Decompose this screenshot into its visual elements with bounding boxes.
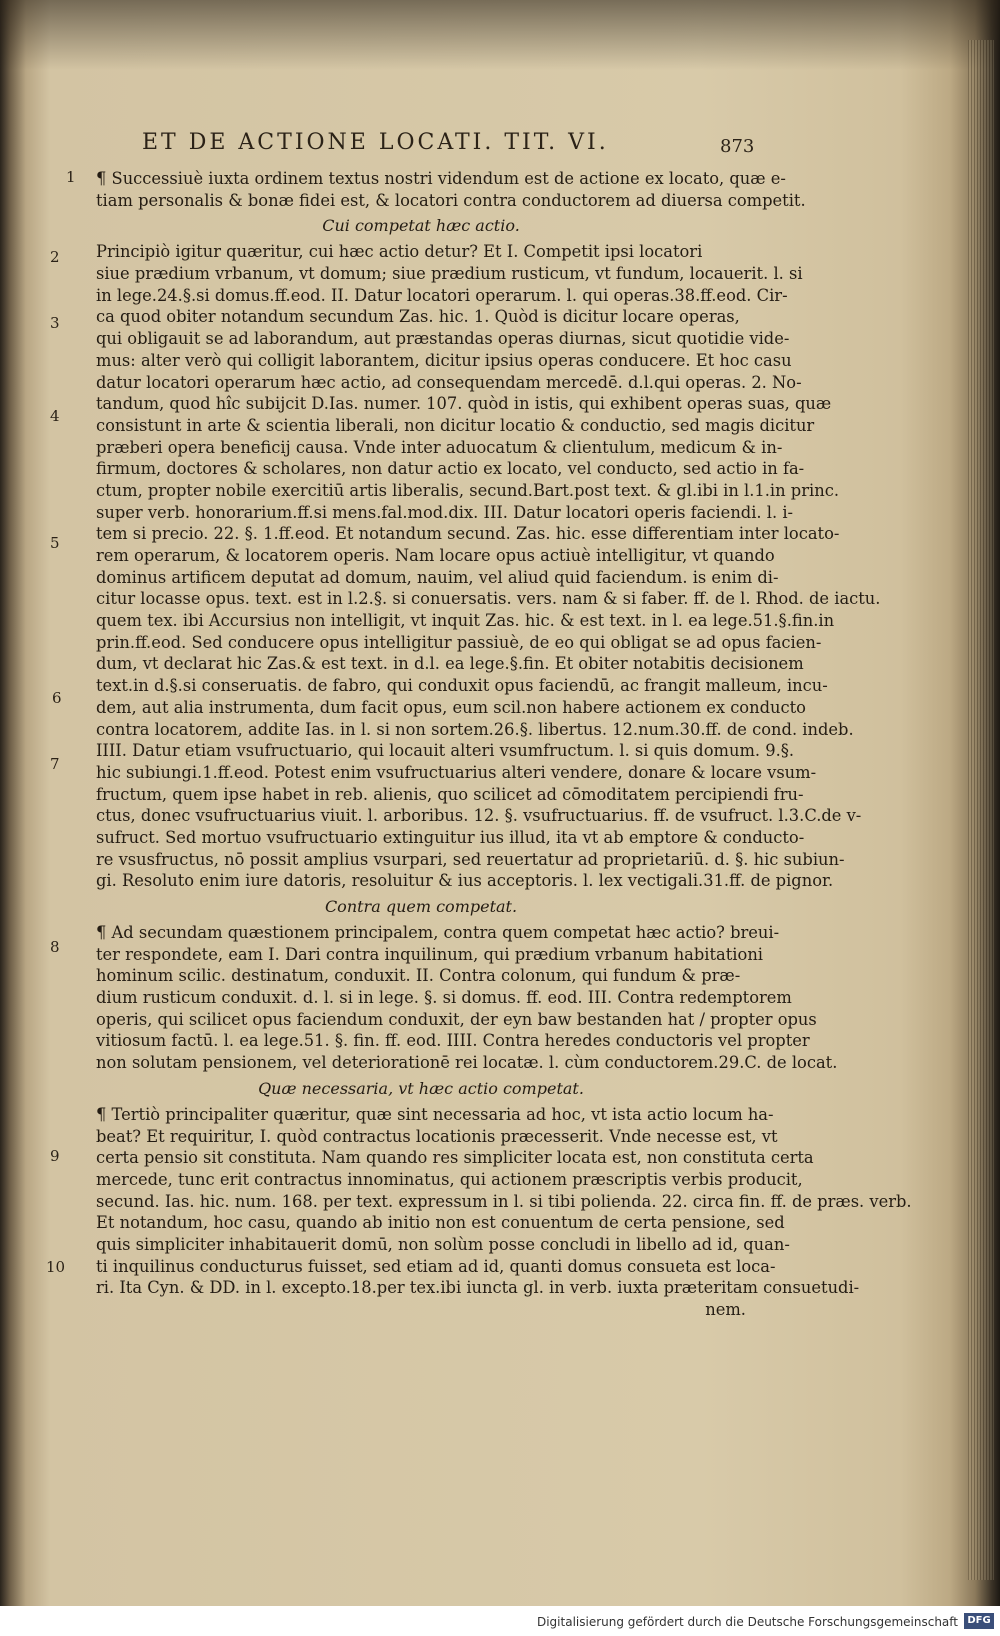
margin-number: 1 xyxy=(66,168,76,186)
text-line: sufruct. Sed mortuo vsufructuario extinguitur ius illud, ita vt ab emptore & conducto- xyxy=(96,827,805,847)
text-line: fructum, quem ipse habet in reb. alienis, quo scilicet ad cōmoditatem percipiendi fru- xyxy=(96,784,804,804)
text-line: mus: alter verò qui colligit laborantem, dicitur ipsius operas conducere. Et hoc casu xyxy=(96,350,792,370)
text-line: ¶ Successiuè iuxta ordinem textus nostri videndum est de actione ex locato, quæ e- xyxy=(96,169,786,188)
text-line: hominum scilic. destinatum, conduxit. II. Contra colonum, qui fundum & præ- xyxy=(96,966,741,986)
margin-number: 10 xyxy=(46,1258,66,1276)
text-line: quis simpliciter inhabitauerit domū, non solùm posse concludi in libello ad id, quan- xyxy=(96,1234,790,1254)
text-line: mercede, tunc erit contractus innominatus, qui actionem præscriptis verbis producit, xyxy=(96,1169,803,1189)
text-line: firmum, doctores & scholares, non datur actio ex locato, vel conducto, sed actio in fa- xyxy=(96,459,805,479)
text-line: dominus artificem deputat ad domum, nauim, vel aliud quid faciendum. is enim di- xyxy=(96,567,779,587)
text-line: Principiò igitur quæritur, cui hæc actio detur? Et I. Competit ipsi locatori xyxy=(96,242,703,262)
text-line: tandum, quod hîc subijcit D.Ias. numer. 107. quòd in istis, qui exhibent operas suas, quæ xyxy=(96,394,832,414)
page-edges xyxy=(968,40,994,1580)
text-line: tiam personalis & bonæ fidei est, & locatori contra conductorem ad diuersa competit. xyxy=(96,190,806,210)
text-line: datur locatori operarum hæc actio, ad consequendam mercedē. d.l.qui operas. 2. No- xyxy=(96,372,802,392)
text-line: hic subiungi.1.ff.eod. Potest enim vsufructuarius alteri vendere, donare & locare vsum- xyxy=(96,762,817,782)
text-line: super verb. honorarium.ff.si mens.fal.mod.dix. III. Datur locatori operis faciendi. l. i- xyxy=(96,502,794,522)
text-line: citur locasse opus. text. est in l.2.§. si conuersatis. vers. nam & si faber. ff. de l. Rhod. de iactu. xyxy=(96,589,881,609)
text-line: dium rusticum conduxit. d. l. si in lege. §. si domus. ff. eod. III. Contra redemptorem xyxy=(96,988,792,1008)
body-text xyxy=(96,168,912,1321)
text-line: siue prædium vrbanum, vt domum; siue prædium rusticum, vt fundum, locauerit. l. si xyxy=(96,264,803,284)
text-line: text.in d.§.si conseruatis. de fabro, qui conduxit opus faciendū, ac frangit malleum, incu- xyxy=(96,676,828,696)
text-line: prin.ff.eod. Sed conducere opus intelligitur passiuè, de eo qui obligat se ad opus facien- xyxy=(96,632,822,652)
text-line: ri. Ita Cyn. & DD. in l. excepto.18.per tex.ibi iuncta gl. in verb. iuxta præteritam consuetudi- xyxy=(96,1278,860,1298)
catchword: nem. xyxy=(705,1300,746,1319)
margin-number: 8 xyxy=(50,938,60,956)
text-line: secund. Ias. hic. num. 168. per text. expressum in l. si tibi polienda. 22. circa fin. ff. de præs. verb. xyxy=(96,1191,912,1211)
text-line: operis, qui scilicet opus faciendum conduxit, der eyn baw bestanden hat / propter opus xyxy=(96,1009,817,1029)
text-line: non solutam pensionem, vel deteriorationē rei locatæ. l. cùm conductorem.29.C. de locat. xyxy=(96,1053,838,1073)
folio-number: 873 xyxy=(720,136,755,157)
section-heading: Quæ necessaria, vt hæc actio competat. xyxy=(258,1078,584,1098)
footer-bar xyxy=(0,1606,1000,1636)
text-line: ter respondete, eam I. Dari contra inquilinum, qui prædium vrbanum habitationi xyxy=(96,944,764,964)
text-line: ti inquilinus conducturus fuisset, sed etiam ad id, quanti domus consueta est loca- xyxy=(96,1256,776,1276)
text-line: re vsusfructus, nō possit amplius vsurpari, sed reuertatur ad proprietariū. d. §. hic subiun- xyxy=(96,849,845,869)
text-line: Et notandum, hoc casu, quando ab initio non est conuentum de certa pensione, sed xyxy=(96,1213,785,1233)
text-line: vitiosum factū. l. ea lege.51. §. fin. ff. eod. IIII. Contra heredes conductoris vel propter xyxy=(96,1031,810,1051)
margin-number: 7 xyxy=(50,755,60,773)
text-line: ctus, donec vsufructuarius viuit. l. arboribus. 12. §. vsufructuarius. ff. de vsufruct. l.3.C.de v- xyxy=(96,806,862,826)
text-line: ¶ Ad secundam quæstionem principalem, contra quem competat hæc actio? breui- xyxy=(96,923,780,942)
margin-number: 9 xyxy=(50,1147,60,1165)
text-line: certa pensio sit constituta. Nam quando res simpliciter locata est, non constituta certa xyxy=(96,1148,814,1168)
margin-number: 4 xyxy=(50,407,60,425)
text-line: ¶ Tertiò principaliter quæritur, quæ sint necessaria ad hoc, vt ista actio locum ha- xyxy=(96,1104,774,1124)
text-line: qui obligauit se ad laborandum, aut præstandas operas diurnas, sicut quotidie vide- xyxy=(96,329,790,349)
margin-number: 2 xyxy=(50,248,60,266)
text-line: consistunt in arte & scientia liberali, non dicitur locatio & conductio, sed magis dicitur xyxy=(96,415,815,435)
text-line: gi. Resoluto enim iure datoris, resoluitur & ius acceptoris. l. lex vectigali.31.ff. de pignor. xyxy=(96,871,834,891)
margin-number: 5 xyxy=(50,534,60,552)
section-heading: Contra quem competat. xyxy=(324,897,518,916)
margin-number: 3 xyxy=(50,314,60,332)
text-line: rem operarum, & locatorem operis. Nam locare opus actiuè intelligitur, vt quando xyxy=(96,546,775,565)
text-line: præberi opera beneficij causa. Vnde inter aduocatum & clientulum, medicum & in- xyxy=(96,437,783,457)
text-line: beat? Et requiritur, I. quòd contractus locationis præcesserit. Vnde necesse est, vt xyxy=(96,1126,778,1146)
text-line: dem, aut alia instrumenta, dum facit opus, eum scil.non habere actionem ex conducto xyxy=(96,697,806,717)
dfg-logo: DFG xyxy=(964,1613,994,1629)
funding-credit: Digitalisierung gefördert durch die Deutsche Forschungsgemeinschaft xyxy=(536,1615,958,1629)
text-line: ctum, propter nobile exercitiū artis liberalis, secund.Bart.post text. & gl.ibi in l.1.in princ. xyxy=(96,480,839,500)
section-heading: Cui competat hæc actio. xyxy=(322,216,520,236)
text-line: in lege.24.§.si domus.ff.eod. II. Datur locatori operarum. l. qui operas.38.ff.eod. Cir- xyxy=(96,285,788,305)
text-line: tem si precio. 22. §. 1.ff.eod. Et notandum secund. Zas. hic. esse differentiam inter locato- xyxy=(96,524,840,544)
margin-number: 6 xyxy=(52,689,62,707)
text-line: quem tex. ibi Accursius non intelligit, vt inquit Zas. hic. & est text. in l. ea lege.51.§.fin.in xyxy=(96,611,835,631)
text-line: ca quod obiter notandum secundum Zas. hic. 1. Quòd is dicitur locare operas, xyxy=(96,307,740,327)
text-line: dum, vt declarat hic Zas.& est text. in d.l. ea lege.§.fin. Et obiter notabitis decisionem xyxy=(96,654,804,674)
text-line: IIII. Datur etiam vsufructuario, qui locauit alteri vsumfructum. l. si quis domum. 9.§. xyxy=(96,741,795,761)
running-title: ET DE ACTIONE LOCATI. TIT. VI. xyxy=(142,130,609,155)
text-line: contra locatorem, addite Ias. in l. si non sortem.26.§. libertus. 12.num.30.ff. de cond. indeb. xyxy=(96,719,854,739)
